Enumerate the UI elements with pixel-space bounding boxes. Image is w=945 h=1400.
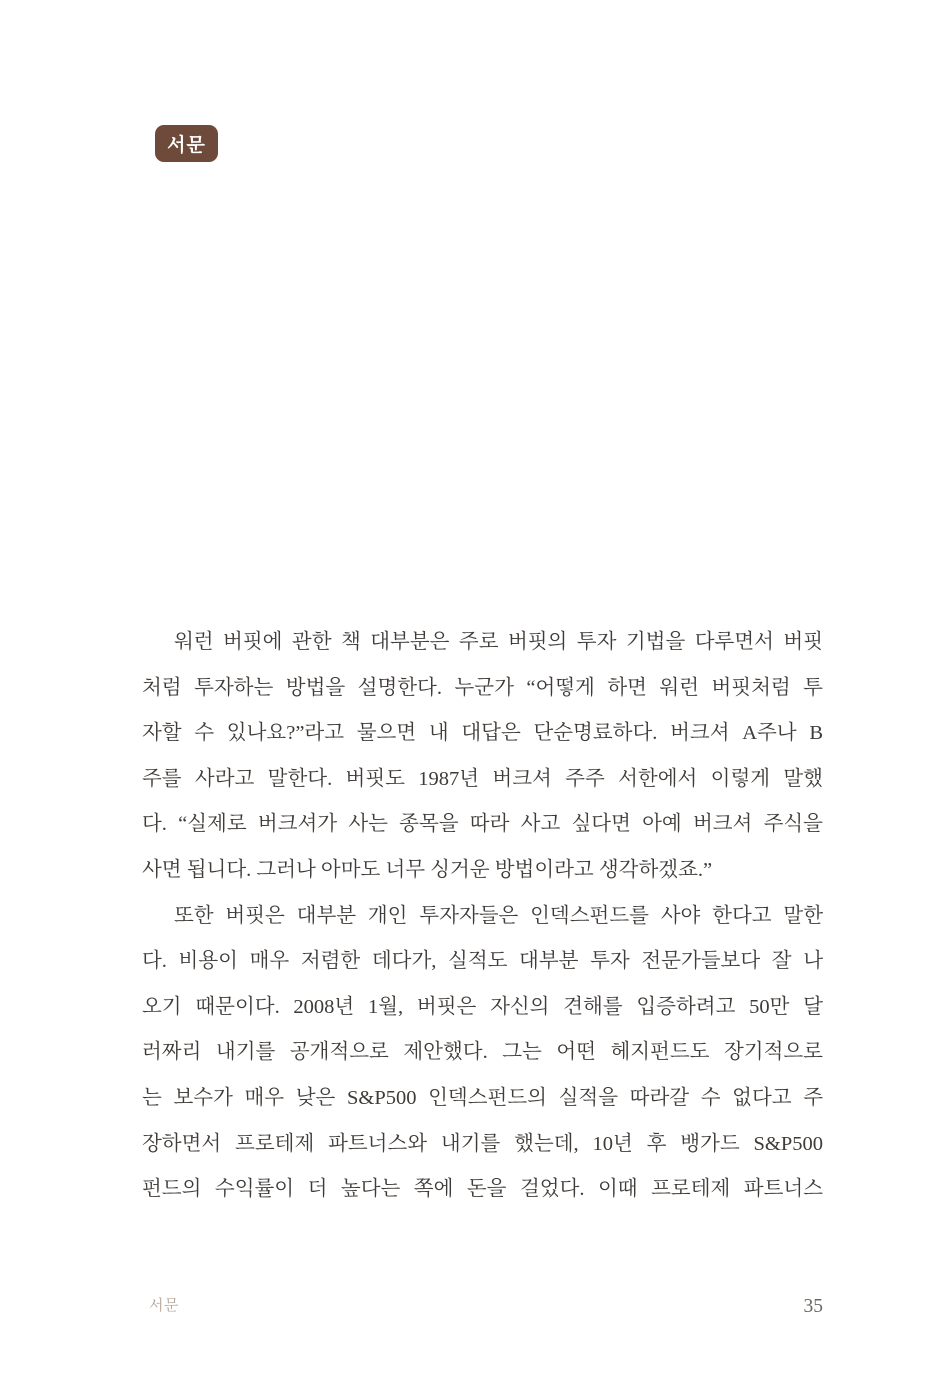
body-line: 워런 버핏에 관한 책 대부분은 주로 버핏의 투자 기법을 다루면서 버핏 [174,631,823,653]
body-text [142,620,823,1213]
body-line: 다. 비용이 매우 저렴한 데다가, 실적도 대부분 투자 전문가들보다 잘 나 [142,950,823,973]
body-line: 장하면서 프로테제 파트너스와 내기를 했는데, 10년 후 뱅가드 S&P500 [142,1132,823,1155]
body-line: 오기 때문이다. 2008년 1월, 버핏은 자신의 견해를 입증하려고 50만 달 [142,995,823,1018]
body-line: 주를 사라고 말한다. 버핏도 1987년 버크셔 주주 서한에서 이렇게 말했 [142,767,823,790]
body-line: 자할 수 있나요?”라고 물으면 내 대답은 단순명료하다. 버크셔 A주나 B [142,722,823,745]
chapter-badge: 서문 [155,125,218,162]
body-line: 러짜리 내기를 공개적으로 제안했다. 그는 어떤 헤지펀드도 장기적으로 [142,1041,823,1064]
body-line: 또한 버핏은 대부분 개인 투자자들은 인덱스펀드를 사야 한다고 말한 [174,904,823,927]
page-number: 35 [803,1296,823,1317]
body-line: 는 보수가 매우 낮은 S&P500 인덱스펀드의 실적을 따라갈 수 없다고 주 [142,1086,823,1109]
body-line: 펀드의 수익률이 더 높다는 쪽에 돈을 걸었다. 이때 프로테제 파트너스 [142,1178,823,1201]
body-line: 다. “실제로 버크셔가 사는 종목을 따라 사고 싶다면 아예 버크셔 주식을 [142,813,823,836]
body-line: 사면 됩니다. 그러나 아마도 너무 싱거운 방법이라고 생각하겠죠.” [142,858,713,881]
body-line: 처럼 투자하는 방법을 설명한다. 누군가 “어떻게 하면 워런 버핏처럼 투 [142,676,823,699]
footer-chapter-label: 서문 [149,1297,179,1314]
